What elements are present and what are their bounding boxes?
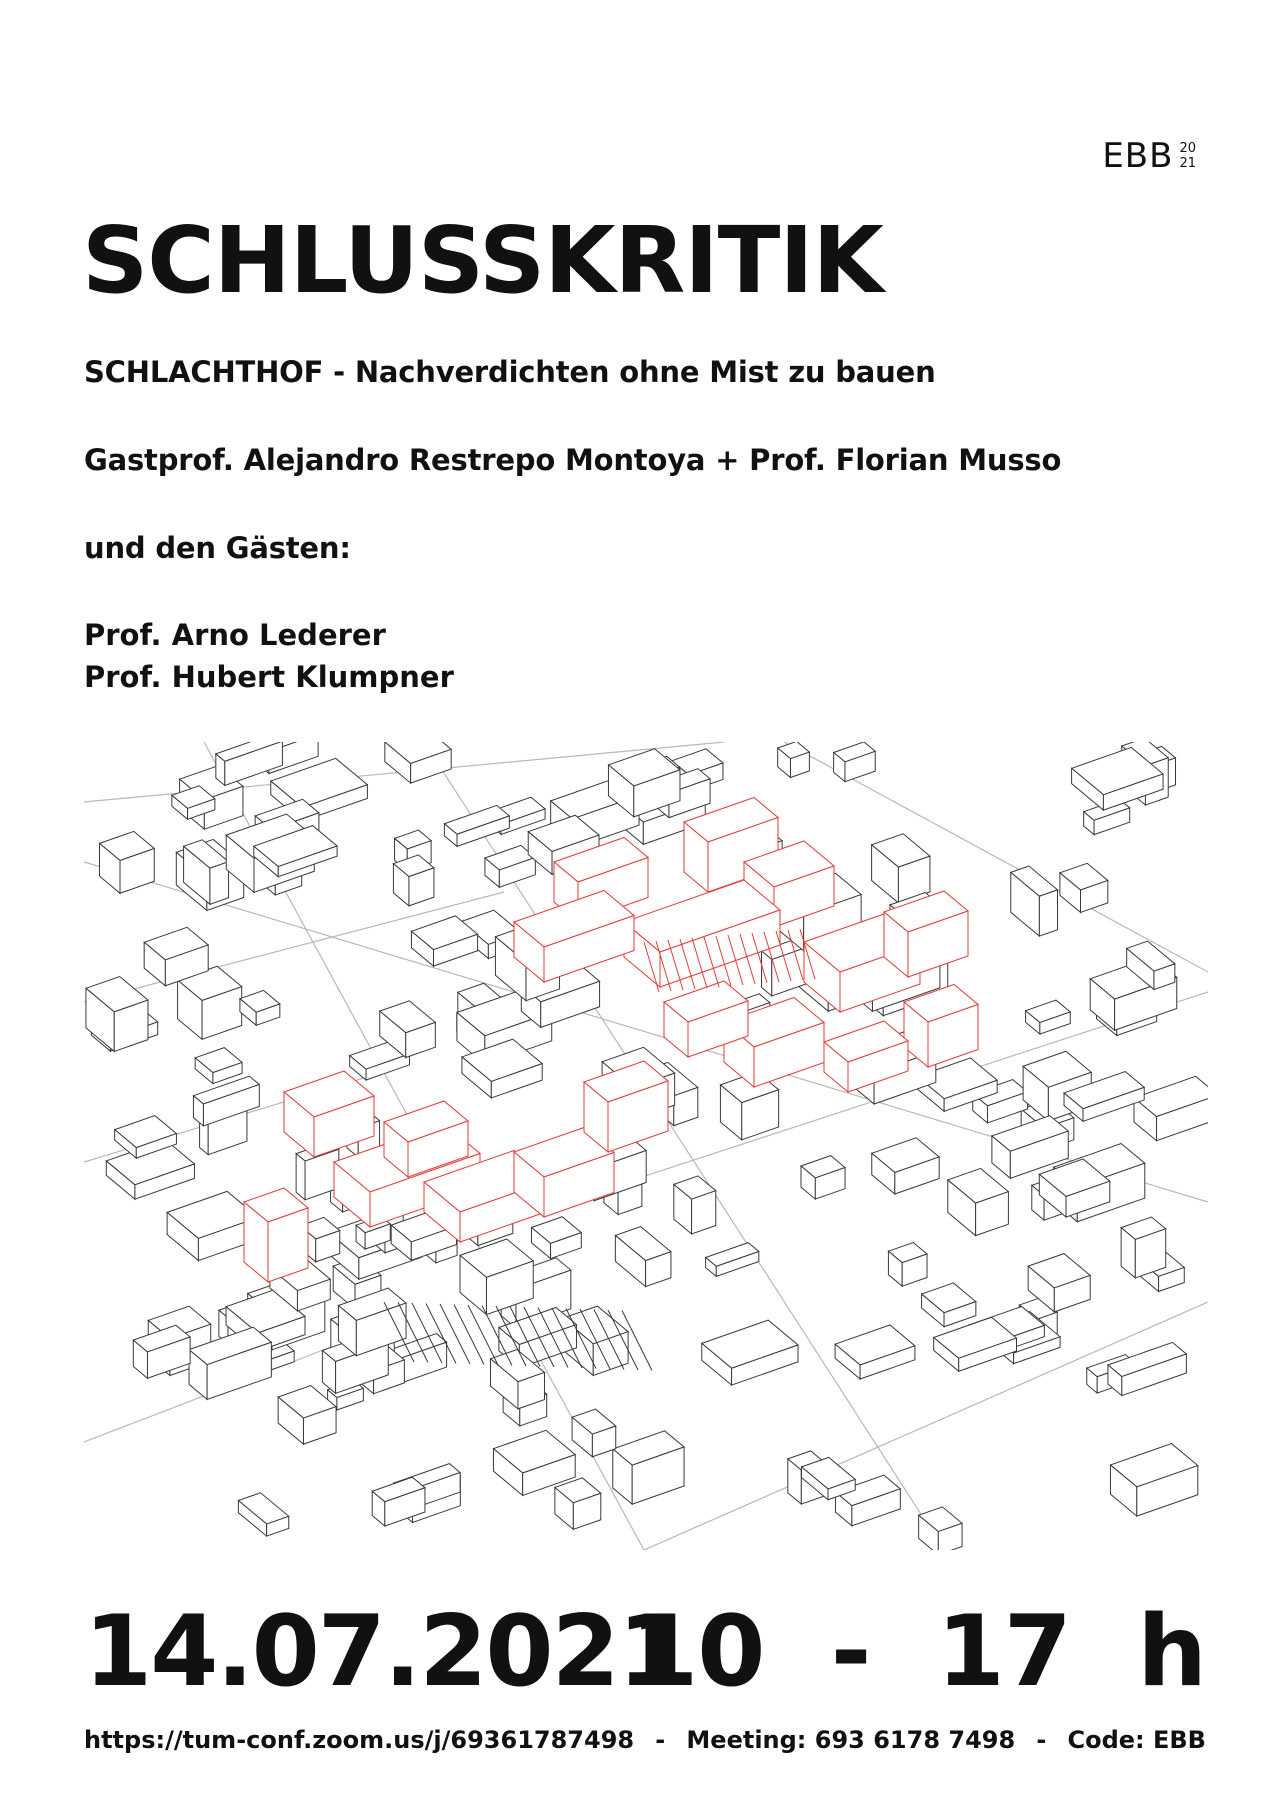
hosts: Gastprof. Alejandro Restrepo Montoya + Prof. Florian Musso — [84, 443, 1062, 477]
logo-year — [1179, 141, 1196, 171]
footer-separator: - — [1036, 1726, 1047, 1754]
guest-item: Prof. Arno Lederer — [84, 618, 386, 652]
building — [922, 1283, 976, 1327]
footer — [84, 1724, 1206, 1756]
guests-label: und den Gästen: — [84, 531, 351, 565]
meeting-code: Code: EBB — [1067, 1726, 1206, 1754]
building — [531, 1217, 581, 1259]
guest-item: Prof. Hubert Klumpner — [84, 660, 454, 694]
page-title: SCHLUSSKRITIK — [82, 207, 883, 314]
zoom-link[interactable]: https://tum-conf.zoom.us/j/69361787498 — [84, 1726, 635, 1754]
guest-list — [84, 614, 454, 698]
shed-roof-line — [468, 1305, 498, 1365]
building — [238, 1493, 288, 1536]
building — [393, 855, 434, 906]
building — [801, 1156, 845, 1199]
building — [778, 742, 810, 778]
building — [888, 1243, 927, 1287]
building — [1110, 1444, 1197, 1517]
building — [1134, 1076, 1208, 1140]
building — [385, 742, 451, 783]
event-time: 10 - 17 h — [630, 1595, 1206, 1709]
building — [1026, 1000, 1071, 1034]
building — [948, 1168, 1009, 1235]
site-plan-drawing — [84, 742, 1208, 1550]
building — [572, 1409, 616, 1457]
building — [1121, 1217, 1166, 1278]
logo-year-bottom: 21 — [1179, 156, 1196, 171]
logo-main-text: EBB — [1102, 136, 1174, 176]
building — [919, 1507, 962, 1550]
building — [613, 1431, 684, 1504]
subtitle: SCHLACHTHOF - Nachverdichten ohne Mist zu bauen — [84, 355, 936, 389]
building — [195, 1048, 242, 1084]
ebb-logo — [1102, 136, 1196, 176]
building — [240, 990, 280, 1025]
proposal-building — [244, 1188, 308, 1282]
building — [216, 742, 283, 785]
building — [706, 1243, 759, 1277]
building — [702, 1320, 798, 1385]
building — [615, 1227, 671, 1287]
building — [444, 805, 509, 846]
footer-separator: - — [655, 1726, 666, 1754]
shed-roof-line — [454, 1305, 484, 1365]
meeting-id: Meeting: 693 6178 7498 — [686, 1726, 1016, 1754]
building — [872, 834, 930, 903]
logo-year-top: 20 — [1179, 141, 1196, 156]
building — [1060, 863, 1108, 912]
building — [99, 831, 154, 893]
proposal-building — [584, 1061, 668, 1152]
axonometric-site-plan — [84, 742, 1208, 1550]
building — [834, 742, 876, 782]
building — [1108, 1342, 1186, 1395]
event-date: 14.07.2021 — [84, 1595, 684, 1709]
building — [555, 1478, 601, 1530]
building — [1011, 866, 1058, 936]
building — [835, 1325, 915, 1379]
building — [872, 1138, 939, 1194]
proposal-building — [514, 891, 634, 983]
